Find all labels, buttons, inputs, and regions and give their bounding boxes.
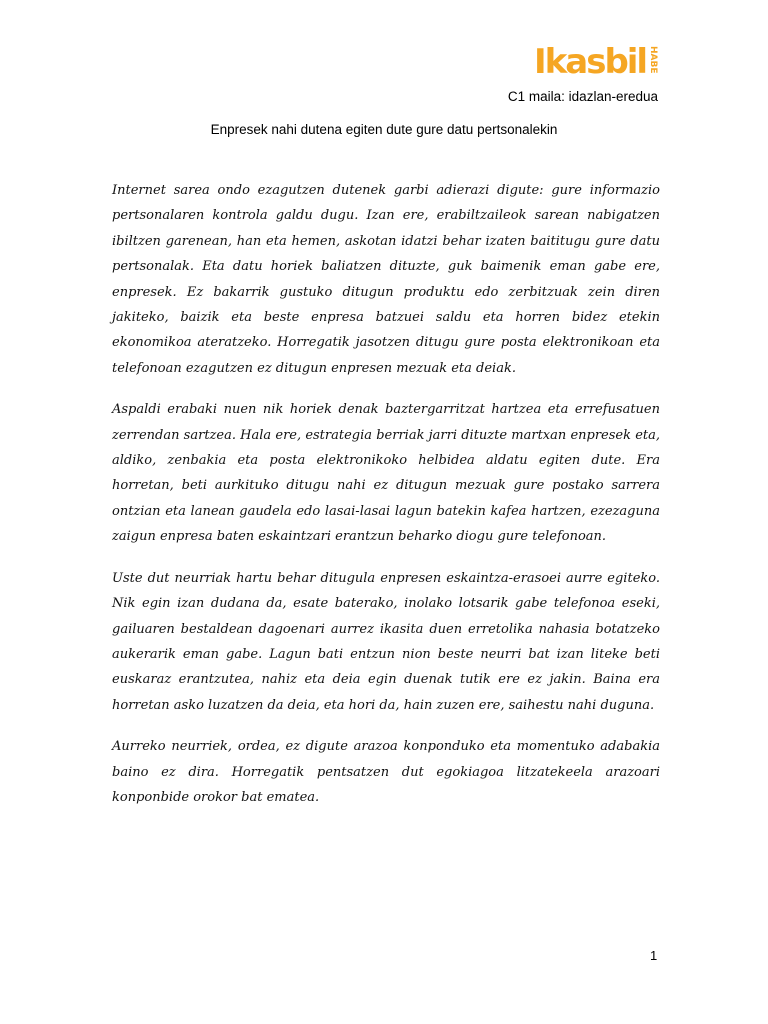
ikasbil-logo — [534, 44, 657, 80]
paragraph: Aurreko neurriek, ordea, ez digute arazoa konponduko eta momentuko adabakia baino ez dira. Horregatik pentsatzen dut egokiagoa litzatekeela arazoari konponbide orokor bat ematea. — [112, 739, 660, 805]
paragraph: Uste dut neurriak hartu behar ditugula enpresen eskaintza-erasoei aurre egiteko. Nik egin izan dudana da, esate baterako, inolako lotsarik gabe telefonoa eseki, gailuaren bestaldean dagoenari aurrez ikasita duen erretolika nahasia botatzeko aukerarik eman gabe. Lagun bati entzun nion beste neurri bat izan liteke beti euskaraz erantzutea, nahiz eta deia egin duenak tutik ere ez jakin. Baina era horretan asko luzatzen da deia, eta hori da, hain zuzen ere, saihestu nahi duguna. — [112, 570, 660, 713]
level-label: C1 maila: idazlan-eredua — [507, 89, 658, 104]
logo-wordmark: Ikasbil — [534, 42, 647, 82]
document-title: Enpresek nahi dutena egiten dute gure datu pertsonalekin — [210, 122, 558, 137]
paragraph: Aspaldi erabaki nuen nik horiek denak baztergarritzat hartzea eta errefusatuen zerrendan sartzea. Hala ere, estrategia berriak jarri dituzte martxan enpresek eta, aldiko, zenbakia eta posta elektronikoko helbidea aldatu egiten dute. Era horretan, beti aurkituko ditugu nahi ez ditugun mezuak gure postako sarrera ontzian eta lanean gaudela edo lasai-lasai lagun batekin kafea hartzen, ezezaguna zaigun enpresa baten eskaintzari erantzun beharko diogu gure telefonoan. — [112, 402, 660, 545]
essay-body — [112, 178, 660, 826]
paragraph: Internet sarea ondo ezagutzen dutenek garbi adierazi digute: gure informazio pertsonalaren kontrola galdu dugu. Izan ere, erabiltzaileok sarean nabigatzen ibiltzen garenean, han eta hemen, askotan idatzi behar izaten baititugu gure datu pertsonalak. Eta datu horiek baliatzen dituzte, guk baimenik eman gabe ere, enpresek. Ez bakarrik gustuko ditugun produktu edo zerbitzuak zein diren jakiteko, baizik eta beste enpresa batzuei saldu eta horren bidez etekin ekonomikoa ateratzeko. Horregatik jasotzen ditugu gure posta elektronikoan eta telefonoan ezagutzen ez ditugun enpresen mezuak eta deiak. — [112, 183, 660, 376]
page-number: 1 — [650, 948, 658, 963]
logo-habe-label: HABE — [648, 46, 659, 74]
